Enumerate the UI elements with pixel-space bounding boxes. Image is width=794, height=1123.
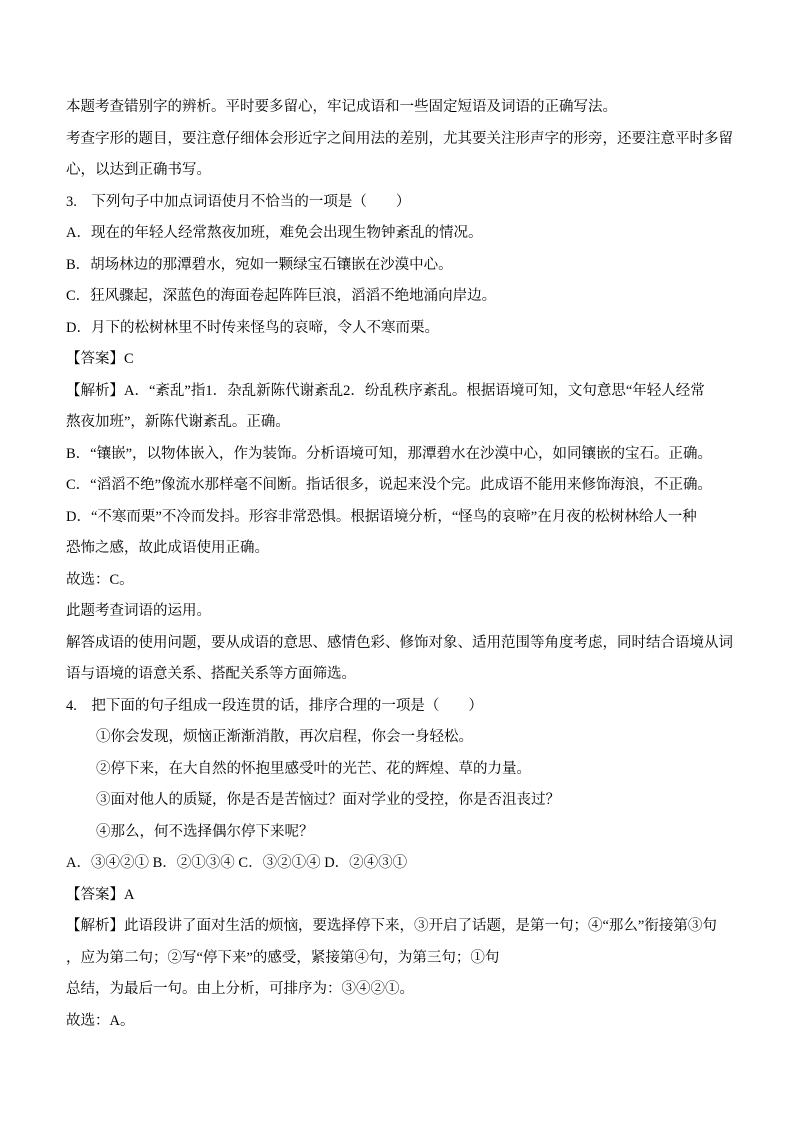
question-3-option-a: A．现在的年轻人经常熬夜加班，难免会出现生物钟紊乱的情况。 bbox=[66, 225, 483, 241]
question-3-analysis-d-line-1: D．“不寒而栗”不冷而发抖。形容非常恐惧。根据语境分析，“怪鸟的哀啼”在月夜的松树林给人一种 bbox=[66, 508, 697, 525]
question-3-option-c: C．狂风骤起，深蓝色的海面卷起阵阵巨浪，滔滔不绝地涌向岸边。 bbox=[66, 288, 497, 304]
question-3-analysis-c: C．“滔滔不绝”像流水那样毫不间断。指话很多，说起来没个完。此成语不能用来修饰海浪，不正确。 bbox=[66, 477, 713, 493]
question-4-conclusion: 故选：A。 bbox=[66, 1012, 135, 1029]
question-4-stem: 4. 把下面的句子组成一段连贯的话，排序合理的一项是（ ） bbox=[66, 697, 483, 714]
question-3-analysis-d-line-2: 恐怖之感，故此成语使用正确。 bbox=[66, 540, 269, 556]
question-4-analysis-line-1: 【解析】此语段讲了面对生活的烦恼，要选择停下来，③开启了话题，是第一句；④“那么”衔接第③句 bbox=[66, 918, 717, 934]
question-4-answer: 【答案】A bbox=[66, 886, 135, 903]
review-note-line-1: 本题考查错别字的辨析。平时要多留心，牢记成语和一些固定短语及词语的正确写法。 bbox=[66, 99, 617, 115]
question-4-sentence-1: ①你会发现，烦恼正渐渐消散，再次启程，你会一身轻松。 bbox=[96, 729, 473, 745]
question-4-analysis-line-3: 总结，为最后一句。由上分析，可排序为：③④②①。 bbox=[66, 981, 414, 997]
question-3-analysis-a-line-1: 【解析】A．“紊乱”指1．杂乱新陈代谢紊乱2．纷乱秩序紊乱。根据语境可知，文句意思“年轻人经常 bbox=[66, 382, 705, 399]
review-note-line-3: 心，以达到正确书写。 bbox=[66, 162, 211, 178]
question-3-analysis-a-line-2: 熬夜加班”，新陈代谢紊乱。正确。 bbox=[66, 414, 290, 430]
review-note-line-2: 考查字形的题目，要注意仔细体会形近字之间用法的差别，尤其要关注形声字的形旁，还要注意平时多留 bbox=[66, 130, 733, 147]
question-4-sentence-3: ③面对他人的质疑，你是否是苦恼过？面对学业的受控，你是否沮丧过？ bbox=[96, 792, 560, 808]
question-3-comment-line-2: 解答成语的使用问题，要从成语的意思、感情色彩、修饰对象、适用范围等角度考虑，同时结合语境从词 bbox=[66, 634, 733, 651]
question-3-comment-line-1: 此题考查词语的运用。 bbox=[66, 603, 211, 619]
question-3-stem: 3. 下列句子中加点词语使月不恰当的一项是（ ） bbox=[66, 193, 411, 210]
question-3-option-b: B．胡场林边的那潭碧水，宛如一颗绿宝石镶嵌在沙漠中心。 bbox=[66, 256, 453, 273]
question-4-sentence-4: ④那么，何不选择偶尔停下来呢？ bbox=[96, 823, 314, 840]
document-text-block bbox=[66, 92, 733, 1037]
question-3-conclusion: 故选：C。 bbox=[66, 571, 134, 588]
question-4-analysis-line-2: ，应为第二句；②写“停下来”的感受，紧接第④句，为第三句；①句 bbox=[66, 949, 500, 966]
question-3-analysis-b: B．“镶嵌”，以物体嵌入，作为装饰。分析语境可知，那潭碧水在沙漠中心，如同镶嵌的宝石。正确。 bbox=[66, 445, 713, 462]
question-4-options: A．③④②① B．②①③④ C．③②①④ D．②④③① bbox=[66, 855, 408, 871]
question-3-option-d: D．月下的松树林里不时传来怪鸟的哀啼，令人不寒而栗。 bbox=[66, 319, 439, 336]
question-3-comment-line-3: 语与语境的语意关系、搭配关系等方面筛选。 bbox=[66, 666, 356, 682]
question-4-sentence-2: ②停下来，在大自然的怀抱里感受叶的光芒、花的辉煌、草的力量。 bbox=[96, 760, 531, 777]
question-3-answer: 【答案】C bbox=[66, 351, 134, 367]
